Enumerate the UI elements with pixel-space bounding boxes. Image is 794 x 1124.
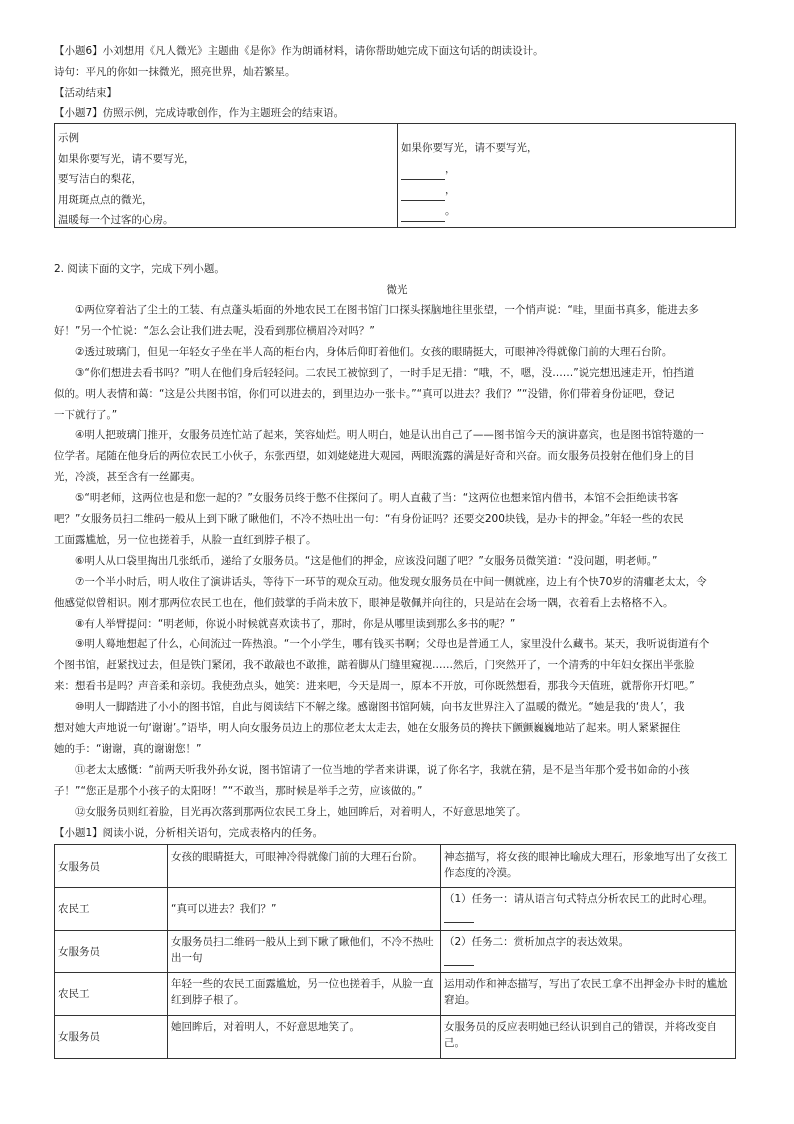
q7-answer-line: 如果你要写光，请不要写光，: [401, 142, 538, 154]
q7-example-line: 示例: [58, 132, 79, 144]
answer-blank[interactable]: [401, 210, 445, 222]
task-role-cell: 农民工: [58, 903, 90, 915]
story-line: ③“你们想进去看书吗？”明人在他们身后轻轻问。二农民工被惊到了，一时手足无措：“哦，不，嗯，没……”说完想迅速走开，怕挡道: [75, 366, 695, 379]
q7-example-line: 温暖每一个过客的心房。: [58, 214, 174, 226]
task-analysis-cell: [441, 847, 733, 887]
q7-prompt: 【小题7】仿照示例，完成诗歌创作，作为主题班会的结束语。: [54, 107, 345, 119]
task-analysis-cell: [441, 932, 733, 972]
story-line: 来：想看书是吗？声音柔和亲切。我使劲点头，她笑：进来吧，今天是周一，原本不开放，可你既然想看，那我今天值班，就帮你开灯吧。”: [54, 680, 695, 693]
story-line: ⑨明人蓦地想起了什么，心间流过一阵热浪。“一个小学生，哪有钱买书啊；父母也是普通工人，家里没什么藏书。某天，我听说街道有个: [75, 638, 710, 651]
task-quote-cell: “真可以进去？我们？”: [171, 903, 277, 915]
task-role-cell: 女服务员: [58, 861, 100, 873]
story-line: 他感觉似曾相识。刚才那两位农民工也在，他们鼓掌的手尚未放下，眼神是敬佩并向往的，只是站在会场一隅，衣着看上去格格不入。: [54, 596, 674, 609]
story-line: 光，冷淡，甚至含有一丝鄙夷。: [54, 471, 201, 484]
task-analysis-text: （2）任务二：赏析加点字的表达效果。: [444, 936, 630, 948]
story-line: ①两位穿着沾了尘土的工装、有点蓬头垢面的外地农民工在图书馆门口探头探脑地往里张望，一个悄声说：“哇，里面书真多，能进去多: [75, 304, 699, 316]
story-line: ②透过玻璃门，但见一年轻女子坐在半人高的柜台内，身体后仰盯着他们。女孩的眼睛挺大，可眼神冷得就像门前的大理石台阶。: [75, 345, 673, 358]
story-line: 好！”另一个忙说：“怎么会让我们进去呢，没看到那位横眉冷对吗？”: [54, 324, 375, 337]
story-line: 似的。明人表情和蔼：“这是公共图书馆，你们可以进去的，到里边办一张卡。”“真可以进去？我们？”“没错，你们带着身份证吧，登记: [54, 387, 675, 400]
task-answer-blank[interactable]: [444, 907, 730, 923]
q7-answer-blank-line[interactable]: 。: [401, 201, 725, 222]
answer-blank[interactable]: [401, 189, 445, 201]
activity-end: 【活动结束】: [54, 87, 117, 99]
q6-poem: 诗句：平凡的你如一抹微光，照亮世界，灿若繁星。: [54, 66, 296, 78]
task-analysis-text: 运用动作和神态描写，写出了农民工拿不出押金办卡时的尴尬窘迫。: [444, 978, 728, 1006]
task-role-cell: 女服务员: [58, 946, 100, 958]
story-title: 微光: [386, 284, 408, 296]
q7-example-line: 如果你要写光，请不要写光，: [58, 152, 195, 165]
q7-answer-blank-line[interactable]: ，: [401, 180, 725, 201]
answer-blank[interactable]: [444, 954, 474, 966]
story-line: 个图书馆，赶紧找过去，但是铁门紧闭，我不敢敲也不敢推，踮着脚从门缝里窥视……然后，门突然开了，一个清秀的中年妇女探出半张脸: [54, 659, 695, 672]
story-line: 工面露尴尬，另一位也搓着手，从脸一直红到脖子根了。: [54, 533, 317, 546]
task-analysis-text: 神态描写，将女孩的眼神比喻成大理石，形象地写出了女孩工作态度的冷漠。: [444, 851, 728, 879]
task-role-cell: 农民工: [58, 988, 90, 1000]
task-quote-cell: 女服务员扫二维码一般从上到下瞅了瞅他们，不冷不热吐出一句: [171, 936, 434, 964]
story-line: 位学者。尾随在他身后的两位农民工小伙子，东张西望，如刘姥姥进大观园，两眼流露的满是好奇和兴奋。而女服务员投射在他们身上的目: [54, 450, 695, 463]
task-answer-blank[interactable]: [444, 950, 730, 966]
story-line: ⑫女服务员则红着脸，目光再次落到那两位农民工身上，她回眸后，对着明人，不好意思地笑了。: [75, 805, 527, 818]
story-line: 想对她大声地说一句‘谢谢’。”语毕，明人向女服务员边上的那位老太太走去，她在女服务员的搀扶下颤颤巍巍地站了起来。明人紧紧握住: [54, 722, 681, 734]
q6-prompt: 【小题6】小刘想用《凡人微光》主题曲《是你》作为朗诵材料，请你帮助她完成下面这句话的朗读设计。: [54, 45, 544, 57]
task-analysis-cell: [441, 1017, 733, 1057]
story-line: 她的手：“谢谢，真的谢谢您！”: [54, 742, 202, 755]
q7-example-line: 用斑斑点点的微光，: [58, 193, 153, 206]
task-quote-cell: 年轻一些的农民工面露尴尬，另一位也搓着手，从脸一直红到脖子根了。: [171, 978, 434, 1006]
task-analysis-cell: [441, 889, 733, 929]
story-line: ⑦一个半小时后，明人收住了演讲话头，等待下一环节的观众互动。他发现女服务员在中间一侧就座，边上有个快70岁的清癯老太太，令: [75, 575, 707, 588]
story-line: 一下就行了。”: [54, 408, 118, 421]
story-line: ⑥明人从口袋里掏出几张纸币，递给了女服务员。“这是他们的押金，应该没问题了吧？”女服务员微笑道：“没问题，明老师。”: [75, 554, 658, 567]
story-line: 子！”“您正是那个小孩子的太阳呀！”“不敢当，那时候是举手之劳，应该做的。”: [54, 784, 423, 797]
task-quote-cell: 女孩的眼睛挺大，可眼神冷得就像门前的大理石台阶。: [171, 851, 423, 863]
q7-example-line: 要写洁白的梨花，: [58, 173, 142, 185]
story-line: ⑪老太太感慨：“前两天听我外孙女说，图书馆请了一位当地的学者来讲课，说了你名字，我就在猜，是不是当年那个爱书如命的小孩: [75, 763, 690, 776]
q2-intro: 2. 阅读下面的文字，完成下列小题。: [54, 263, 225, 275]
task-role-cell: 女服务员: [58, 1031, 100, 1043]
q7-answer: [398, 136, 728, 224]
task-quote-cell: 她回眸后，对着明人，不好意思地笑了。: [171, 1021, 360, 1033]
q7-table: [54, 123, 736, 228]
story-line: ⑤“明老师，这两位也是和您一起的？”女服务员终于憋不住探问了。明人直截了当：“这两位也想来馆内借书，本馆不会拒绝读书客: [75, 492, 679, 505]
q7-example: [55, 126, 395, 233]
task-analysis-text: （1）任务一：请从语言句式特点分析农民工的此时心理。: [444, 893, 714, 905]
answer-blank[interactable]: [401, 168, 445, 180]
q1-prompt: 【小题1】阅读小说，分析相关语句，完成表格内的任务。: [54, 827, 324, 839]
story-line: ⑧有人举臂提问：“明老师，你说小时候就喜欢读书了，那时，你是从哪里读到那么多书的呢？”: [75, 617, 516, 630]
task-analysis-text: 女服务员的反应表明她已经认识到自己的错误，并将改变自己。: [444, 1021, 717, 1049]
q7-answer-blank-line[interactable]: ，: [401, 159, 725, 180]
task-analysis-cell: [441, 974, 733, 1014]
story-line: 吧？”女服务员扫二维码一般从上到下瞅了瞅他们，不冷不热吐出一句：“有身份证吗？还要交200块钱，是办卡的押金。”年轻一些的农民: [54, 513, 684, 525]
story-line: ④明人把玻璃门推开，女服务员连忙站了起来，笑容灿烂。明人明白，她是认出自己了——图书馆今天的演讲嘉宾，也是图书馆特邀的一: [75, 429, 704, 442]
story-line: ⑩明人一脚踏进了小小的图书馆，自此与阅读结下不解之缘。感谢图书馆阿姨，向书友世界注入了温暖的微光。“她是我的‘贵人’，我: [75, 701, 685, 714]
answer-blank[interactable]: [444, 911, 474, 923]
task-table: [54, 844, 736, 1059]
